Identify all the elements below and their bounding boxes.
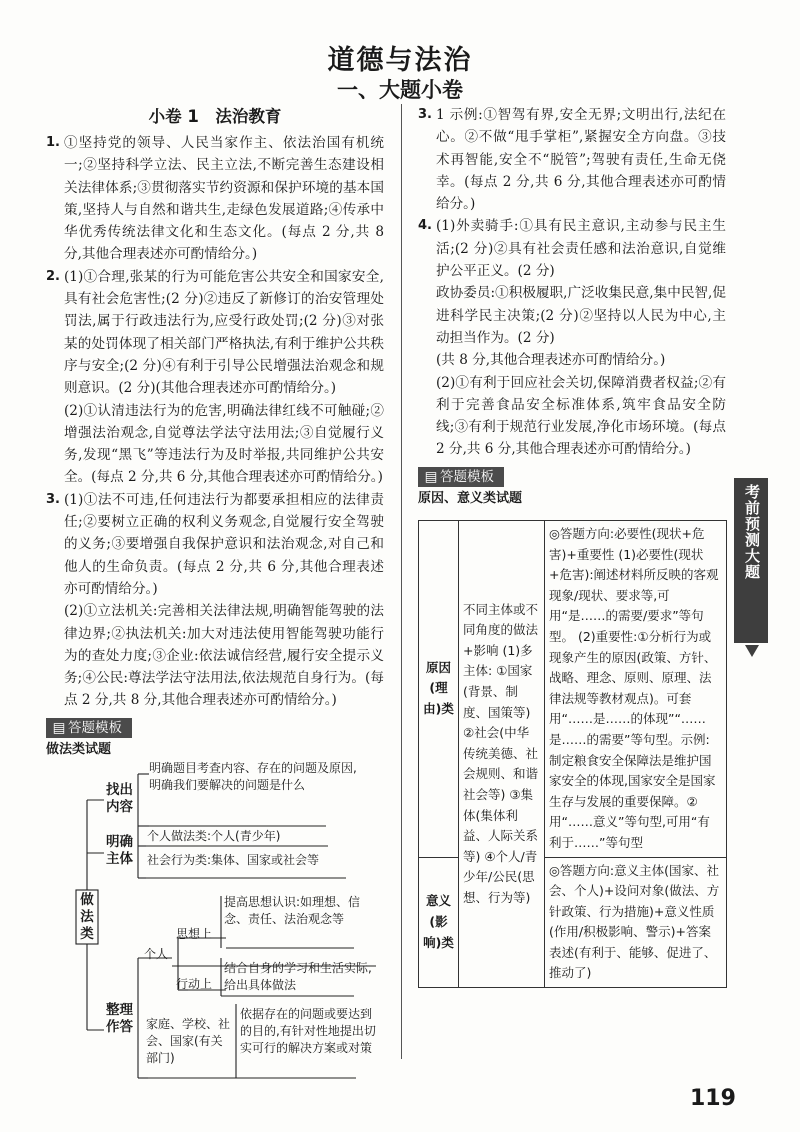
diagram-subject-social: 社会行为类:集体、国家或社会等 [147,853,320,867]
template-banner [418,467,504,487]
page-subtitle: 一、大题小卷 [337,78,463,102]
answer-text: (1)①法不可违,任何违法行为都要承担相应的法律责任;②要树立正确的权利义务观念,自觉履行安全驾驶的义务;③要增强自我保护意识和法治观念,对自己和他人的生命负责。(每点 2 分,共 6 分,其他合理表述亦可酌情给分。) [64,491,384,597]
answer-text: 政协委员:①积极履职,广泛收集民意,集中民智,促进科学民主决策;(2 分)②坚持以人民为中心,主动担当作为。(2 分) [436,285,726,346]
page-number: 119 [690,1086,736,1111]
answer-text: (2)①认清违法行为的危害,明确法律红线不可触碰;②增强法治观念,自觉尊法学法守法用法;③自觉履行义务,发现“黑飞”等违法行为及时举报,共同维护公共安全。(每点 2 分,共 6 分,其他合理表述亦可酌情给分。) [64,402,384,486]
meaning-cell: ◎答题方向:意义主体(国家、社会、个人)+设问对象(做法、方针政策、行为措施)+意义性质(作用/积极影响、警示)+答案表述(有利于、能够、促进了、推动了) [545,857,727,988]
side-tab [734,478,768,643]
answer-text: (共 8 分,其他合理表述亦可酌情给分。) [436,352,666,369]
book-icon: ▤ [52,719,66,736]
table-row [419,521,727,858]
answer-item-4 [418,215,726,460]
diagram-organize: 整理作答 [106,1002,133,1035]
right-column [418,104,726,510]
answer-item-2 [46,266,384,489]
row-label-meaning: 意义(影响)类 [419,857,459,988]
diagram-root: 做法类 [80,892,94,942]
diagram-others-desc: 依据存在的问题或要达到的目的,有针对性地提出切实可行的解决方案或对策 [240,1007,376,1055]
item-number: 1. [46,135,60,150]
reason-cell: ◎答题方向:必要性(现状+危害)+重要性 (1)必要性(现状+危害):阐述材料所反映的客观现象/现状、要求等,可用“是……的需要/要求”等句型。 (2)重要性:①分析行为或现象产生的原因(政策、方针、战略、理念、原则、原理、法律法规等教材观点)。可套用“……是……的体现”“……是……的需要”等句型。示例:制定粮食安全保障法是维护国家安全的体现,国家安全是国家生存与发展的重要保障。②用“……意义”等句型,可用“有利于……”等句型 [545,521,727,858]
answer-item-3 [46,489,384,712]
answer-item-3-1 [418,104,726,215]
diagram-thought-desc: 提高思想认识:如理想、信念、责任、法治观念等 [224,895,361,926]
item-number: 3. [418,107,432,122]
column-divider [401,104,402,1059]
diagram-subject-personal: 个人做法类:个人(青少年) [147,829,281,843]
diagram-person: 个人 [144,947,169,961]
diagram-action-desc: 结合自身的学习和生活实际,给出具体做法 [224,961,372,992]
banner-label: 答题模板 [68,719,122,736]
diagram-others: 家庭、学校、社会、国家(有关部门) [146,1017,231,1065]
book-icon: ▤ [424,468,438,485]
template-banner [46,718,132,738]
section-title: 小卷 1 法治教育 [148,107,282,126]
template-subhead: 原因、意义类试题 [418,491,523,507]
template-subhead: 做法类试题 [46,742,112,758]
page-title: 道德与法治 [327,45,473,76]
left-column [46,104,384,761]
method-diagram [46,760,386,1085]
answer-template-table [418,520,727,988]
item-number: 3. [46,491,60,507]
answer-text: (1)①合理,张某的行为可能危害公共安全和国家安全,具有社会危害性;(2 分)②违反了新修订的治安管理处罚法,属于行政违法行为,应受行政处罚;(2 分)③对张某的处罚体现了相关部门严格执法,有利于维护公共秩序与安全;(2 分)④有利于引导公民增强法治观念和规则意识。(2 分)(其他合理表述亦可酌情给分。) [64,268,384,397]
banner-label: 答题模板 [440,468,494,485]
diagram-find: 找出内容 [106,782,133,815]
answer-text: (2)①立法机关:完善相关法律法规,明确智能驾驶的法律边界;②执法机关:加大对违法使用智能驾驶功能行为的查处力度;③企业:依法诚信经营,履行安全提示义务;④公民:尊法学法守法用法,依法规范自身行为。(每点 2 分,共 8 分,其他合理表述亦可酌情给分。) [64,603,384,709]
answer-text: ①坚持党的领导、人民当家作主、依法治国有机统一;②坚持科学立法、民主立法,不断完善生态建设相关法律体系;③贯彻落实节约资源和保护环境的基本国策,坚持人与自然和谐共生,走绿色发展道路;④传承中华优秀传统法律文化和生态文化。(每点 2 分,共 8 分,其他合理表述亦可酌情给分。) [64,135,384,263]
side-tab-label: 考前预测大题 [743,484,761,580]
item-number: 4. [418,218,432,234]
answer-text: 1 示例:①智驾有界,安全无界;文明出行,法纪在心。②不做“甩手掌柜”,紧握安全方向盘。③技术再智能,安全不“脱管”;驾驶有责任,生命无侥幸。(每点 2 分,共 6 分,其他合理表述亦可酌情给分。) [436,107,726,213]
answer-text: (1)外卖骑手:①具有民主意识,主动参与民主生活;(2 分)②具有社会责任感和法治意识,自觉维护公平正义。(2 分) [436,218,726,280]
answer-text: (2)①有利于回应社会关切,保障消费者权益;②有利于完善食品安全标准体系,筑牢食品安全防线;③有利于规范行业发展,净化市场环境。(每点 2 分,共 6 分,其他合理表述亦可酌情给分。) [436,374,726,458]
diagram-thought: 思想上 [176,927,213,941]
item-number: 2. [46,268,60,284]
answer-item-1 [46,132,384,266]
row-label-reason: 原因(理由)类 [419,521,459,858]
triangle-icon [745,645,759,657]
diagram-action: 行动上 [176,977,213,991]
diagram-subject: 明确主体 [106,834,133,867]
table-middle-cell: 不同主体或不同角度的做法+影响 (1)多主体: ①国家(背景、制度、国策等) ②社会(中华传统美德、社会规则、和谐社会等) ③集体(集体利益、人际关系等) ④个人/青少年/公民(思想、行为等) [459,521,545,988]
diagram-find-desc: 明确题目考查内容、存在的问题及原因,明确我们要解决的问题是什么 [149,761,357,792]
